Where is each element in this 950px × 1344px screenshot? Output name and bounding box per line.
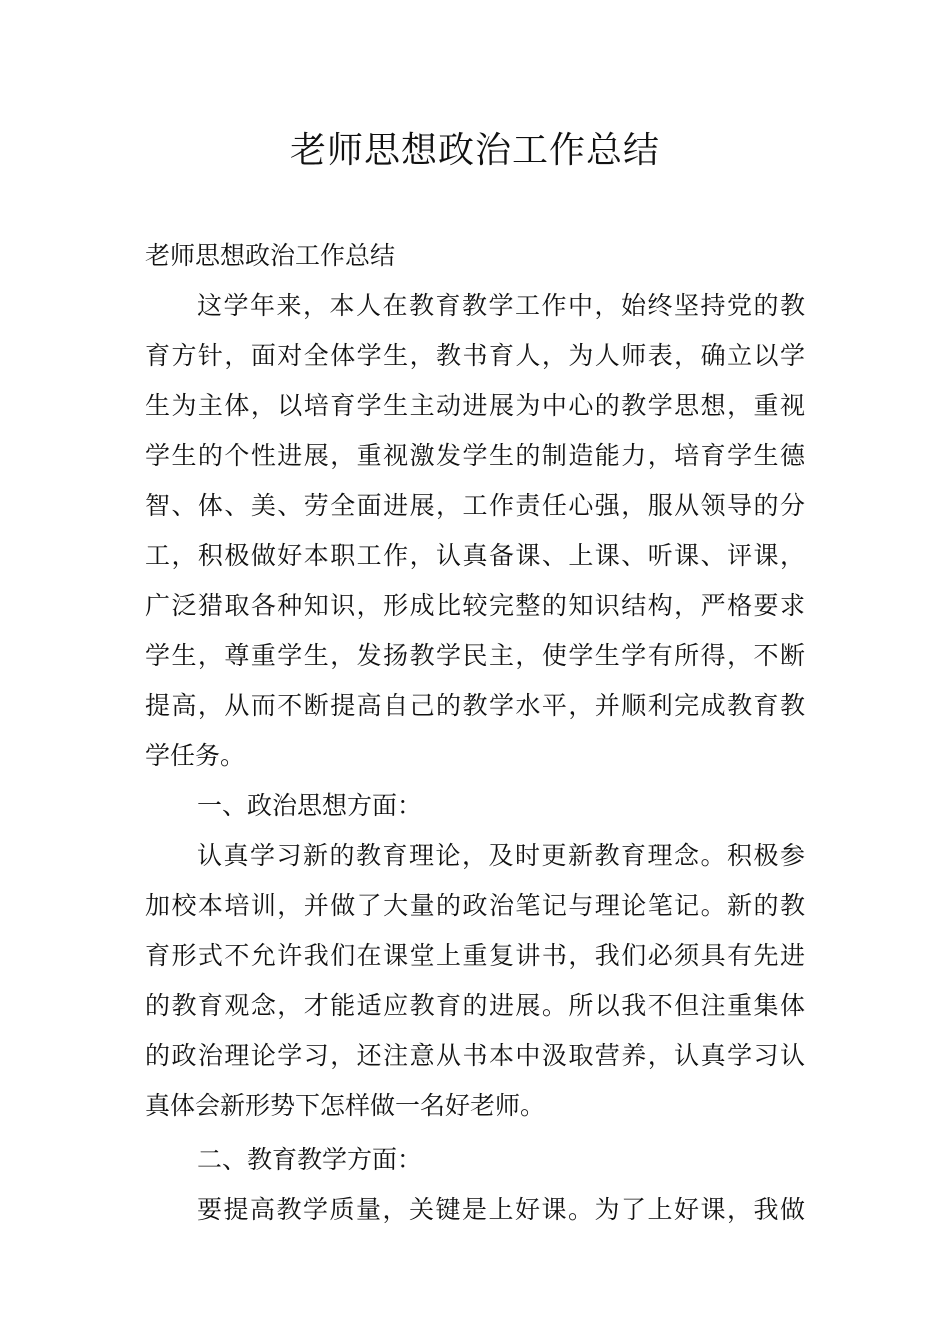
paragraph-intro xyxy=(145,281,805,781)
text-line: 育形式不允许我们在课堂上重复讲书，我们必须具有先进 xyxy=(145,941,805,970)
text-line: 这学年来，本人在教育教学工作中，始终坚持党的教 xyxy=(197,291,805,320)
document-title: 老师思想政治工作总结 xyxy=(289,130,660,171)
text-line: 学任务。 xyxy=(145,741,246,770)
text-line: 认真学习新的教育理论，及时更新教育理念。积极参 xyxy=(197,841,805,870)
document-subtitle: 老师思想政治工作总结 xyxy=(145,241,396,270)
text-line: 广泛猎取各种知识，形成比较完整的知识结构，严格要求 xyxy=(145,591,805,620)
text-line: 学生，尊重学生，发扬教学民主，使学生学有所得，不断 xyxy=(145,641,805,670)
text-line: 育方针，面对全体学生，教书育人，为人师表，确立以学 xyxy=(145,341,805,370)
text-line: 工，积极做好本职工作，认真备课、上课、听课、评课， xyxy=(145,541,805,570)
text-line: 真体会新形势下怎样做一名好老师。 xyxy=(145,1091,546,1120)
text-line: 学生的个性进展，重视激发学生的制造能力，培育学生德 xyxy=(145,441,805,470)
text-line: 提高，从而不断提高自己的教学水平，并顺利完成教育教 xyxy=(145,691,805,720)
document-body xyxy=(145,231,805,1235)
text-line: 的教育观念，才能适应教育的进展。所以我不但注重集体 xyxy=(145,991,805,1020)
text-line: 的政治理论学习，还注意从书本中汲取营养，认真学习认 xyxy=(145,1041,805,1070)
text-line: 要提高教学质量，关键是上好课。为了上好课，我做 xyxy=(197,1195,805,1224)
paragraph-teaching xyxy=(145,1185,805,1235)
text-line: 生为主体，以培育学生主动进展为中心的教学思想，重视 xyxy=(145,391,805,420)
text-line: 加校本培训，并做了大量的政治笔记与理论笔记。新的教 xyxy=(145,891,805,920)
section-heading-teaching: 二、教育教学方面： xyxy=(197,1145,423,1174)
paragraph-politics xyxy=(145,831,805,1131)
text-line: 智、体、美、劳全面进展，工作责任心强，服从领导的分 xyxy=(145,491,805,520)
section-heading-politics: 一、政治思想方面： xyxy=(197,791,423,820)
